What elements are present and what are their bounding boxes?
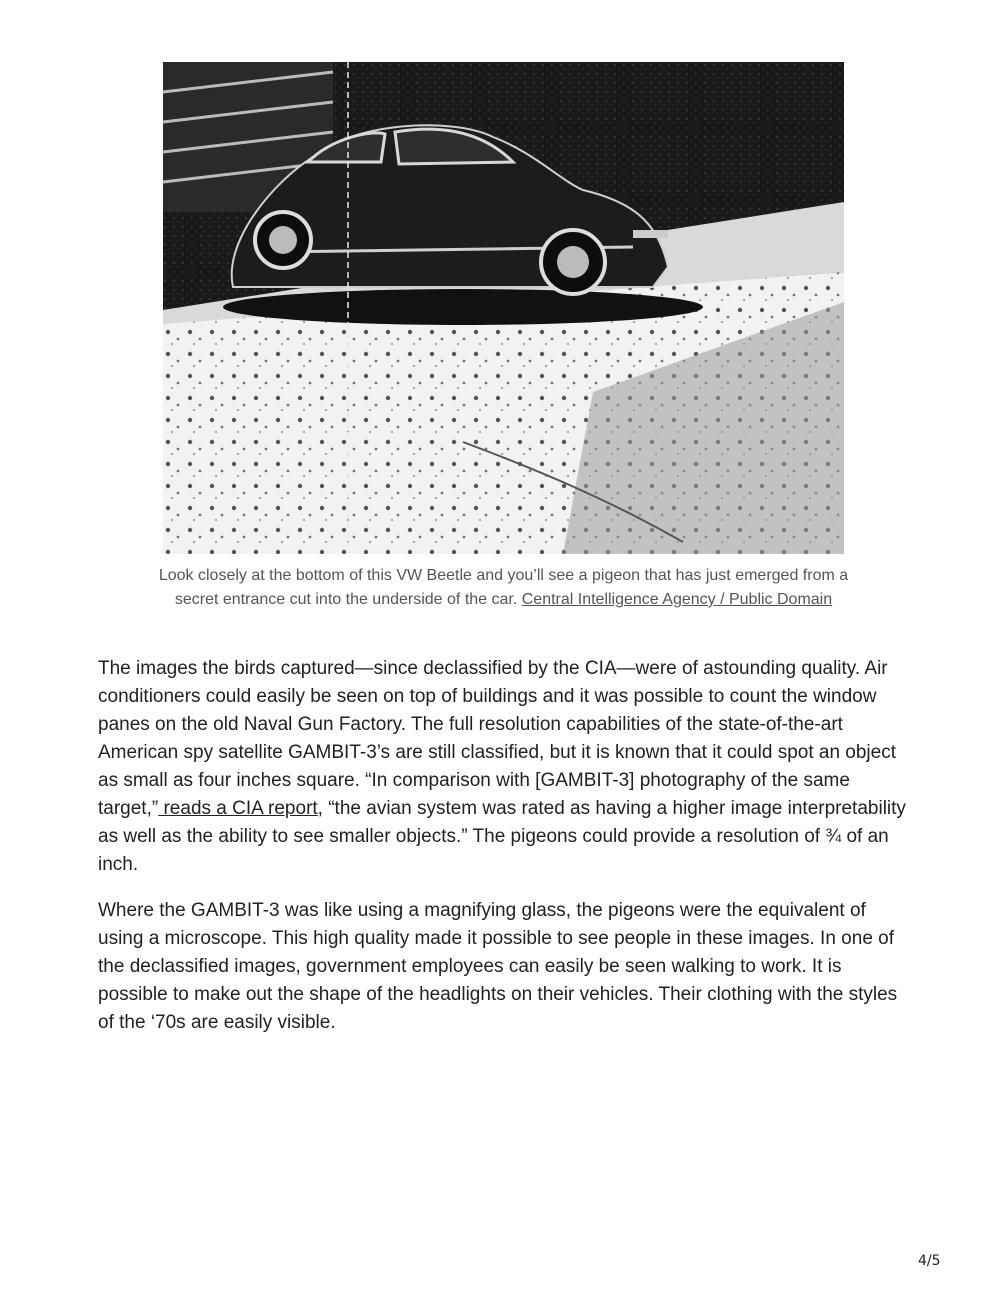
caption-text: Look closely at the bottom of this VW Beetle and you’ll see a pigeon that has just emerged from a secret entrance cut into the underside of the car. [158, 567, 849, 608]
paragraph-1 [98, 655, 910, 879]
vw-beetle-photo [163, 62, 844, 554]
paragraph-1-text-a: The images the birds captured—since declassified by the CIA—were of astounding quality. Air conditioners could easily be seen on top of buildings and it was possible to count the window panes on the old Naval Gun Factory. The full resolution capabilities of the state-of-the-art American spy satellite GAMBIT-3’s are still classified, but it is known that it could spot an object as small as four inches square. “In comparison with [GAMBIT-3] photography of the same target,” [98, 658, 896, 819]
cia-report-link[interactable]: reads a CIA report [158, 798, 318, 819]
caption-credit-link[interactable]: Central Intelligence Agency / Public Domain [521, 591, 833, 608]
paragraph-2: Where the GAMBIT-3 was like using a magnifying glass, the pigeons were the equivalent of using a microscope. This high quality made it possible to see people in these images. In one of the declassified images, government employees can easily be seen walking to work. It is possible to make out the shape of the headlights on their vehicles. Their clothing with the styles of the ‘70s are easily visible. [98, 900, 898, 1033]
figure-caption [150, 564, 857, 612]
page-number: 4/5 [918, 1253, 941, 1269]
paragraph-1-text-b: , “the avian system was rated as having a higher image interpretability as well as the ability to see smaller objects.” The pigeons could provide a resolution of ¾ of an inch. [98, 798, 906, 875]
